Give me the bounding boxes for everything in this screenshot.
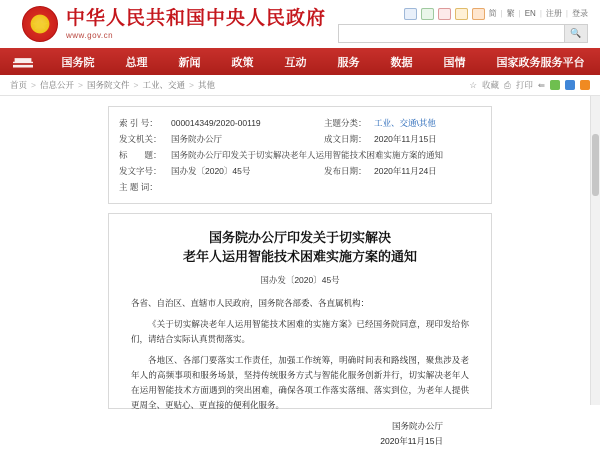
nav-item-zongli[interactable]: 总理 [125, 56, 148, 69]
breadcrumb-actions [469, 79, 590, 91]
article-signature: 国务院办公厅 [391, 421, 443, 431]
meta-label-published: 发布日期： [323, 166, 367, 176]
print-icon[interactable]: ⎙ [504, 79, 511, 90]
breadcrumb-item-category[interactable]: 工业、交通 [142, 80, 185, 90]
meta-value-index: 000014349/2020-00119 [171, 118, 261, 128]
top-utility-links [404, 8, 588, 20]
right-gutter [492, 96, 600, 405]
page-scrollbar[interactable] [590, 96, 600, 405]
home-icon [13, 56, 33, 68]
article-sign-date: 2020年11月15日 [380, 436, 443, 446]
breadcrumb-separator: > [133, 80, 139, 90]
lang-link-english[interactable]: EN [524, 9, 536, 18]
nav-item-xinwen[interactable]: 新闻 [178, 56, 201, 69]
app-icon[interactable] [455, 8, 468, 20]
divider: | [518, 9, 521, 18]
article-title-line2: 老年人运用智能技术困难实施方案的通知 [182, 249, 417, 264]
left-gutter [0, 96, 108, 405]
breadcrumb-item-home[interactable]: 首页 [10, 80, 28, 90]
nav-item-shuju[interactable]: 数据 [390, 56, 413, 69]
table-row [119, 131, 481, 147]
nav-item-fuwu[interactable]: 服务 [337, 56, 360, 69]
article-doc-number: 国办发〔2020〕45号 [260, 275, 340, 285]
meta-value-drafted: 2020年11月15日 [373, 134, 437, 144]
meta-label-drafted: 成文日期： [323, 134, 367, 144]
nav-item-zhengwu-platform[interactable]: 国家政务服务平台 [496, 56, 585, 69]
table-row [119, 163, 481, 179]
meta-label-issuer: 发文机关： [119, 134, 162, 144]
weibo-icon[interactable] [421, 8, 434, 20]
main-nav[interactable] [0, 48, 600, 75]
page-body [0, 96, 600, 446]
article-paragraph: 各省、自治区、直辖市人民政府，国务院各部委、各直属机构： [131, 298, 370, 308]
national-emblem-icon [22, 6, 58, 42]
favorite-label[interactable]: 收藏 [482, 80, 500, 90]
meta-value-category[interactable]: 工业、交通\其他 [373, 118, 436, 128]
rss-icon[interactable] [472, 8, 485, 20]
breadcrumb-item-other[interactable]: 其他 [197, 80, 215, 90]
login-link[interactable]: 登录 [572, 9, 588, 18]
lang-link-traditional[interactable]: 繁 [506, 9, 515, 18]
search-bar[interactable] [338, 24, 588, 41]
table-row [119, 179, 481, 195]
meta-label-index: 索 引 号： [119, 118, 158, 128]
site-title-cn: 中华人民共和国中央人民政府 [66, 7, 327, 29]
breadcrumb-item-openinfo[interactable]: 信息公开 [39, 80, 74, 90]
breadcrumb-separator: > [78, 80, 83, 90]
meta-label-category: 主题分类： [323, 118, 367, 128]
search-icon[interactable]: 🔍 [564, 24, 588, 43]
breadcrumb-separator: > [188, 80, 194, 90]
site-title [66, 9, 326, 40]
table-row [119, 147, 481, 163]
divider: | [539, 9, 542, 18]
nav-item-guowuyuan[interactable]: 国务院 [61, 56, 95, 69]
wechat-share-icon[interactable] [550, 80, 560, 90]
meta-label-keywords: 主 题 词： [119, 182, 158, 192]
scrollbar-thumb[interactable] [592, 134, 599, 196]
favorite-icon[interactable]: ☆ [469, 79, 478, 90]
nav-list [46, 54, 600, 70]
article-signature-block [131, 419, 469, 449]
article-paragraph: 各地区、各部门要落实工作责任，加强工作统筹，明确时间表和路线图，聚焦涉及老年人的高频事项和服务场景，坚持传统服务方式与智能化服务创新并行，切实解决老年人在运用智能技术方面遇到的突出困难，确保各项工作落实落细、落实到位，为老年人提供更周全、更贴心、更直接的便利化服务。 [131, 355, 469, 410]
divider: | [500, 9, 503, 18]
weibo-share-icon[interactable] [565, 80, 575, 90]
nav-home-button[interactable] [0, 56, 46, 68]
page-title [131, 228, 469, 266]
more-share-icon[interactable] [580, 80, 590, 90]
meta-label-title: 标 题： [119, 150, 162, 160]
nav-item-hudong[interactable]: 互动 [284, 56, 307, 69]
meta-value-title: 国务院办公厅印发关于切实解决老年人运用智能技术困难实施方案的通知 [171, 150, 444, 160]
header-right [338, 8, 588, 41]
breadcrumb-item-statedocs[interactable]: 国务院文件 [86, 80, 130, 90]
divider: | [565, 9, 568, 18]
article-paragraph: 《关于切实解决老年人运用智能技术困难的实施方案》已经国务院同意，现印发给你们，请结合实际认真贯彻落实。 [131, 319, 469, 344]
meta-label-docnumber: 发文字号： [119, 166, 162, 176]
site-title-en: www.gov.cn [66, 30, 114, 40]
breadcrumb-separator: > [31, 80, 36, 90]
breadcrumb [0, 75, 600, 96]
site-header [0, 0, 600, 48]
table-row [119, 115, 481, 131]
document-meta-table [108, 106, 492, 204]
share-icon[interactable]: ⇚ [537, 79, 545, 90]
meta-value-keywords [171, 179, 481, 195]
wechat-icon[interactable] [438, 8, 451, 20]
nav-item-guoqing[interactable]: 国情 [443, 56, 466, 69]
article-title-line1: 国务院办公厅印发关于切实解决 [208, 230, 391, 245]
meta-value-published: 2020年11月24日 [373, 166, 437, 176]
meta-value-issuer: 国务院办公厅 [171, 134, 223, 144]
document-column [108, 96, 492, 446]
lang-link-simplified[interactable]: 简 [488, 9, 497, 18]
search-input[interactable] [338, 24, 564, 43]
article-body [108, 213, 492, 446]
mail-icon[interactable] [404, 8, 417, 20]
register-link[interactable]: 注册 [545, 9, 562, 18]
article-paragraphs [131, 296, 469, 413]
meta-value-docnumber: 国办发〔2020〕45号 [171, 166, 251, 176]
print-label[interactable]: 打印 [515, 80, 533, 90]
nav-item-zhengce[interactable]: 政策 [231, 56, 254, 69]
